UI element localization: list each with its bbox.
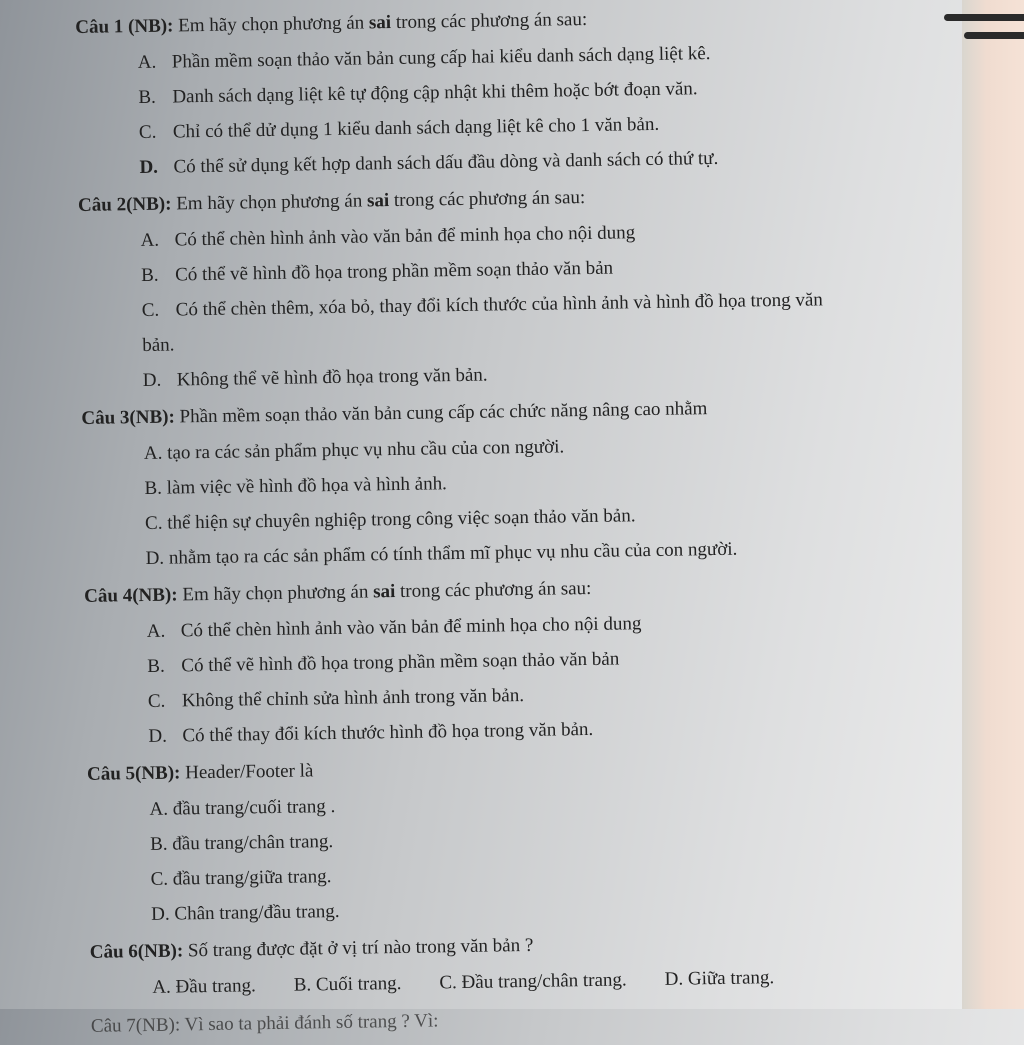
option-c: C. Không thể chỉnh sửa hình ảnh trong văn bản. <box>147 685 525 712</box>
option-c: C. thể hiện sự chuyên nghiệp trong công việc soạn thảo văn bản. <box>144 505 636 534</box>
option-d: D. Không thể vẽ hình đồ họa trong văn bản. <box>142 364 488 391</box>
option-b: B. đầu trang/chân trang. <box>149 831 334 855</box>
question-prompt: Câu 6(NB): Số trang được đặt ở vị trí nào trong văn bản ? <box>89 934 534 963</box>
option-c: C. Có thể chèn thêm, xóa bỏ, thay đổi kích thước của hình ảnh và hình đồ họa trong văn <box>141 289 824 321</box>
background-edge <box>962 0 1024 1009</box>
question-prompt: Câu 1 (NB): Em hãy chọn phương án sai trong các phương án sau: <box>75 8 588 38</box>
option-b: B. Có thể vẽ hình đồ họa trong phần mềm soạn thảo văn bản <box>147 648 620 677</box>
option-d: D. Giữa trang. <box>664 967 775 990</box>
question-4 <box>84 565 967 755</box>
question-prompt: Câu 4(NB): Em hãy chọn phương án sai trong các phương án sau: <box>84 577 592 607</box>
cable-shadow <box>944 14 1024 21</box>
option-a: A. Phần mềm soạn thảo văn bản cung cấp hai kiểu danh sách dạng liệt kê. <box>137 43 711 74</box>
option-a: A. Có thể chèn hình ảnh vào văn bản để minh họa cho nội dung <box>140 222 636 251</box>
option-b: B. Có thể vẽ hình đồ họa trong phần mềm soạn thảo văn bản <box>141 257 614 286</box>
option-d: D. Có thể thay đổi kích thước hình đồ họa trong văn bản. <box>148 718 594 747</box>
question-2 <box>78 174 961 399</box>
option-b: B. Cuối trang. <box>293 972 402 996</box>
question-prompt: Câu 5(NB): Header/Footer là <box>86 760 314 785</box>
worksheet <box>75 0 971 1045</box>
option-c: C. đầu trang/giữa trang. <box>150 866 332 890</box>
question-5 <box>87 743 970 933</box>
question-1 <box>75 0 958 186</box>
cable-shadow <box>964 32 1024 39</box>
option-a: A. đầu trang/cuối trang . <box>149 796 336 820</box>
option-d: D. Có thể sử dụng kết hợp danh sách dấu đầu dòng và danh sách có thứ tự. <box>139 147 719 179</box>
question-prompt: Câu 3(NB): Phần mềm soạn thảo văn bản cung cấp các chức năng nâng cao nhằm <box>81 398 708 429</box>
option-a: A. tạo ra các sản phẩm phục vụ nhu cầu của con người. <box>143 436 565 464</box>
option-c: C. Đầu trang/chân trang. <box>439 969 627 994</box>
option-c-continuation: bản. <box>142 334 175 356</box>
question-6 <box>90 921 971 1007</box>
question-7-partial: Câu 7(NB): Vì sao ta phải đánh số trang ? Vì: <box>90 1010 439 1037</box>
option-a: A. Có thể chèn hình ảnh vào văn bản để minh họa cho nội dung <box>146 613 642 642</box>
option-a: A. Đầu trang. <box>152 975 256 998</box>
question-prompt: Câu 2(NB): Em hãy chọn phương án sai trong các phương án sau: <box>77 187 586 216</box>
option-b: B. làm việc về hình đồ họa và hình ảnh. <box>144 473 448 499</box>
option-d: D. nhằm tạo ra các sản phẩm có tính thẩm mĩ phục vụ nhu cầu của con người. <box>145 538 738 569</box>
option-c: C. Chỉ có thể dử dụng 1 kiểu danh sách dạng liệt kê cho 1 văn bản. <box>138 113 660 144</box>
option-d: D. Chân trang/đầu trang. <box>151 900 340 925</box>
question-3 <box>81 387 964 577</box>
option-b: B. Danh sách dạng liệt kê tự động cập nhật khi thêm hoặc bớt đoạn văn. <box>138 78 698 109</box>
